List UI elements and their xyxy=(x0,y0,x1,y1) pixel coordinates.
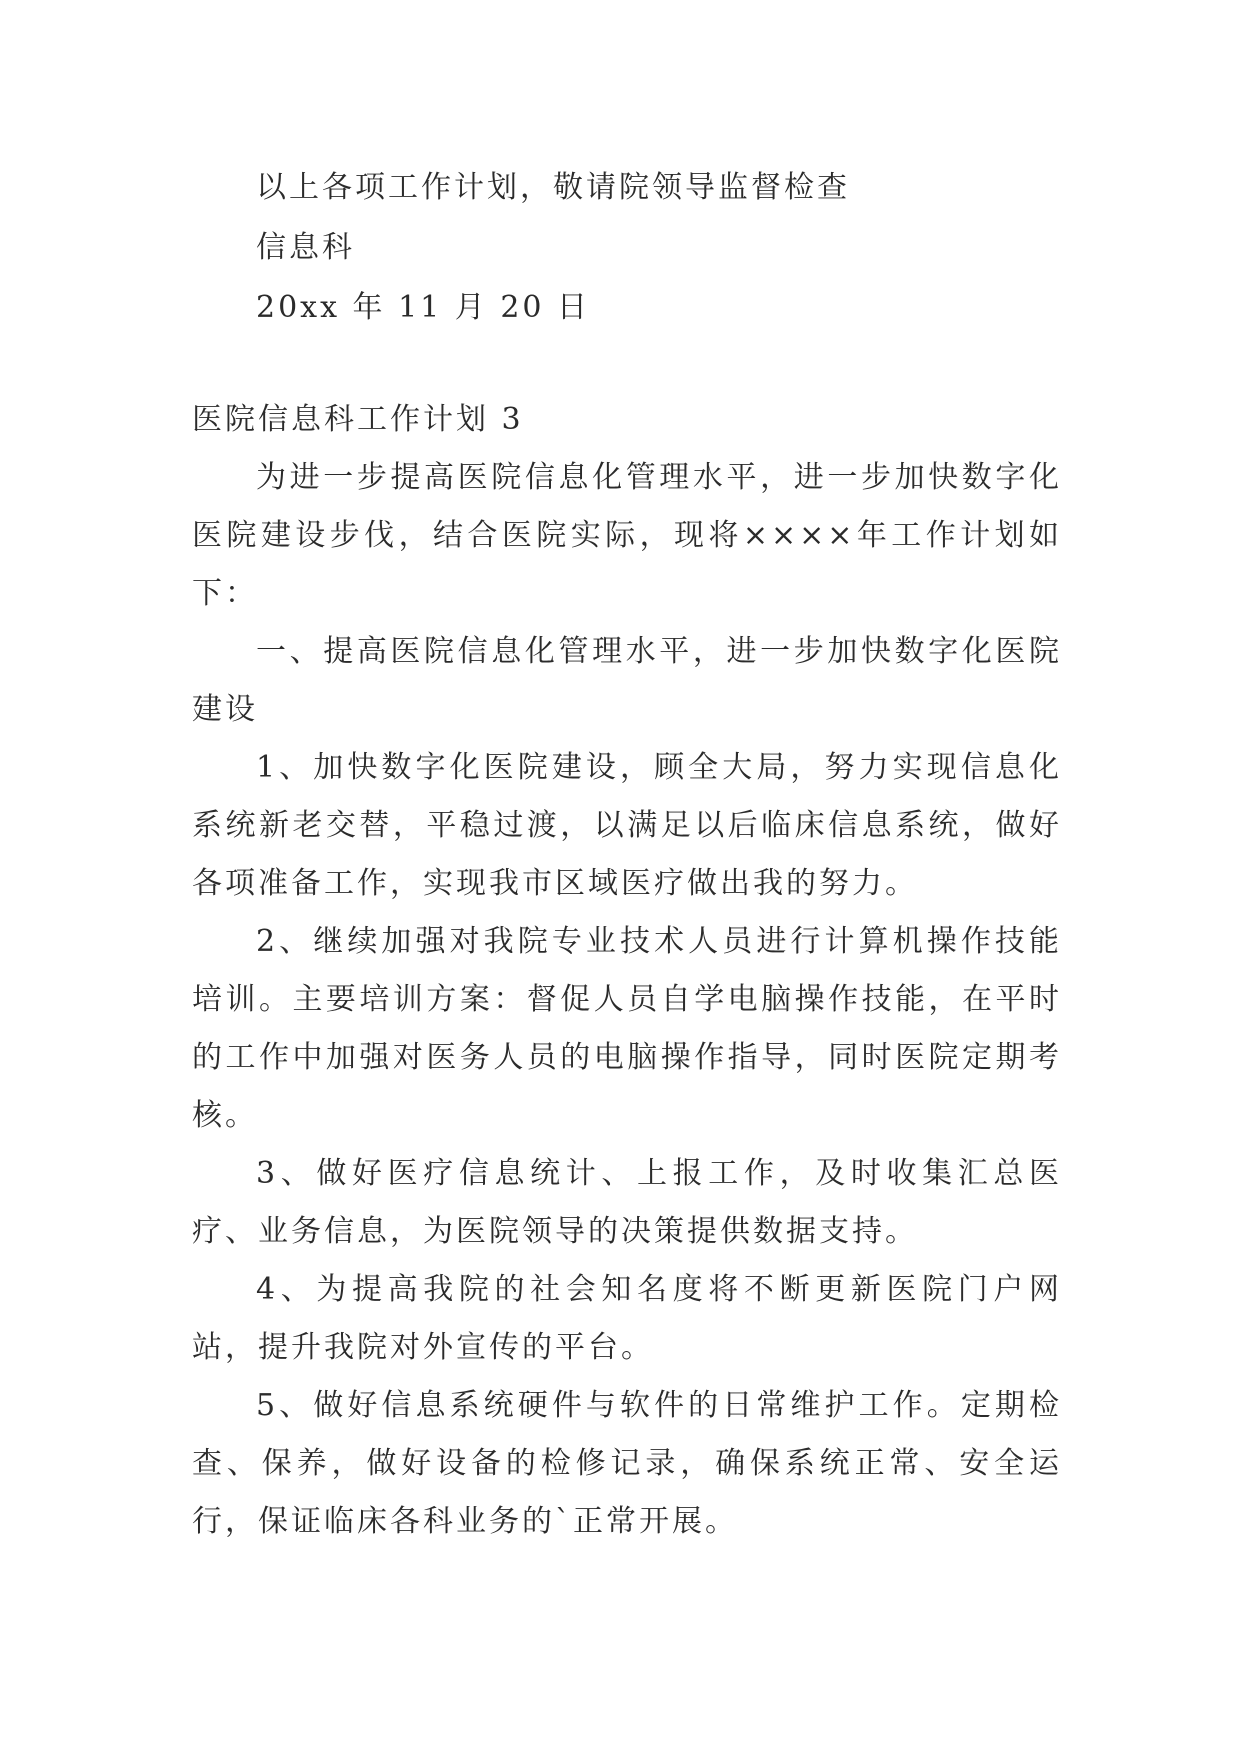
heading-item-1: 一、提高医院信息化管理水平，进一步加快数字化医院建设 xyxy=(192,634,1062,727)
section-title-block xyxy=(192,391,1062,449)
list-item-2: 2、继续加强对我院专业技术人员进行计算机操作技能培训。主要培训方案：督促人员自学电脑操作技能，在平时的工作中加强对医务人员的电脑操作指导，同时医院定期考核。 xyxy=(192,924,1062,1133)
closing-block xyxy=(192,158,1062,338)
list-item-3: 3、做好医疗信息统计、上报工作，及时收集汇总医疗、业务信息，为医院领导的决策提供数据支持。 xyxy=(192,1156,1062,1249)
closing-date: 20xx 年 11 月 20 日 xyxy=(256,290,591,325)
intro-paragraph: 为进一步提高医院信息化管理水平，进一步加快数字化医院建设步伐，结合医院实际，现将××××年工作计划如下： xyxy=(192,460,1062,611)
body-section xyxy=(192,449,1062,1551)
list-item-1: 1、加快数字化医院建设，顾全大局，努力实现信息化系统新老交替，平稳过渡，以满足以后临床信息系统，做好各项准备工作，实现我市区域医疗做出我的努力。 xyxy=(192,750,1062,901)
list-item-4: 4、为提高我院的社会知名度将不断更新医院门户网站，提升我院对外宣传的平台。 xyxy=(192,1272,1062,1365)
section-title: 医院信息科工作计划 3 xyxy=(192,402,524,437)
list-item-5: 5、做好信息系统硬件与软件的日常维护工作。定期检查、保养，做好设备的检修记录，确保系统正常、安全运行，保证临床各科业务的`正常开展。 xyxy=(192,1388,1062,1539)
closing-request: 以上各项工作计划，敬请院领导监督检查 xyxy=(256,170,850,205)
closing-department: 信息科 xyxy=(256,230,355,265)
